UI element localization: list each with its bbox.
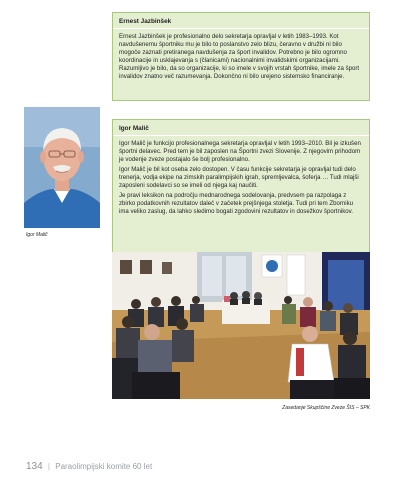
assembly-illustration <box>112 252 370 399</box>
person-name: Ernest Jazbinšek <box>119 18 172 25</box>
bio-paragraph: Igor Malič je bil kot oseba zelo dostopen. V času funkcije sekretarja je opravljal tudi delo trenerja, vodja ekipe na zimskih paralimpijskih igrah, spremljevalca, šoferja … Tudi mlajši zaposleni sodelavci so se imeli od njega kaj naučiti. <box>119 166 359 189</box>
assembly-photo <box>112 252 370 399</box>
divider <box>113 28 369 29</box>
biography-box-jazbinsek <box>112 12 370 101</box>
portrait-caption: Igor Malič <box>26 232 48 238</box>
bio-paragraph: Igor Malič je funkcijo profesionalnega sekretarja opravljal v letih 1993–2010. Bil je izkušen športni delavec. Pred tem je bil zaposlen na Športni zvezi Slovenije. Z njegovim prihodom je vodenje zveze postajalo še bolj profesionalno. <box>119 140 361 163</box>
publication-title: Paraolimpijski komite 60 let <box>55 462 153 471</box>
person-name: Igor Malič <box>119 125 149 132</box>
page-footer <box>26 461 152 472</box>
biography-box-malic <box>112 119 370 254</box>
portrait-illustration <box>24 107 100 228</box>
bio-paragraph: Je pravi leksikon na področju mednarodnega sodelovanja, predvsem pa razpolaga z zbirko podatkovnih rezultatov daleč v začetek prejšnjega stoletja. Tudi pri tem Zborniku ima veliko zaslug, da lahko sledimo bogati zgodovini rezultatov in dosežkov športnikov. <box>119 192 354 215</box>
divider <box>113 135 369 136</box>
bio-paragraph: Ernest Jazbinšek je profesionalno delo sekretarja opravljal v letih 1983–1993. Kot navdušenemu športniku mu je bilo to poslanstvo zelo blizu, čeravno v družbi ni bilo mogoče zaznati pretiranega navdušenja za šport invalidov. Potrebno je bilo ogromno koordinacije in usklajevanja s (članicami) nacionalnimi invalidskimi organizacijami. Razumljivo je bilo, da so organizacije, ki so imele v svojih vrstah športnike, imele za šport invalidov znatno več razumevanja. Dokončno ni bilo urejeno sistemsko financiranje. <box>119 33 360 80</box>
photo-caption: Zasedanje Skupščine Zveze ŠIS – SPK <box>282 405 370 411</box>
page-number: 134 <box>26 461 43 472</box>
footer-separator: | <box>47 462 50 471</box>
portrait-photo <box>24 107 100 228</box>
